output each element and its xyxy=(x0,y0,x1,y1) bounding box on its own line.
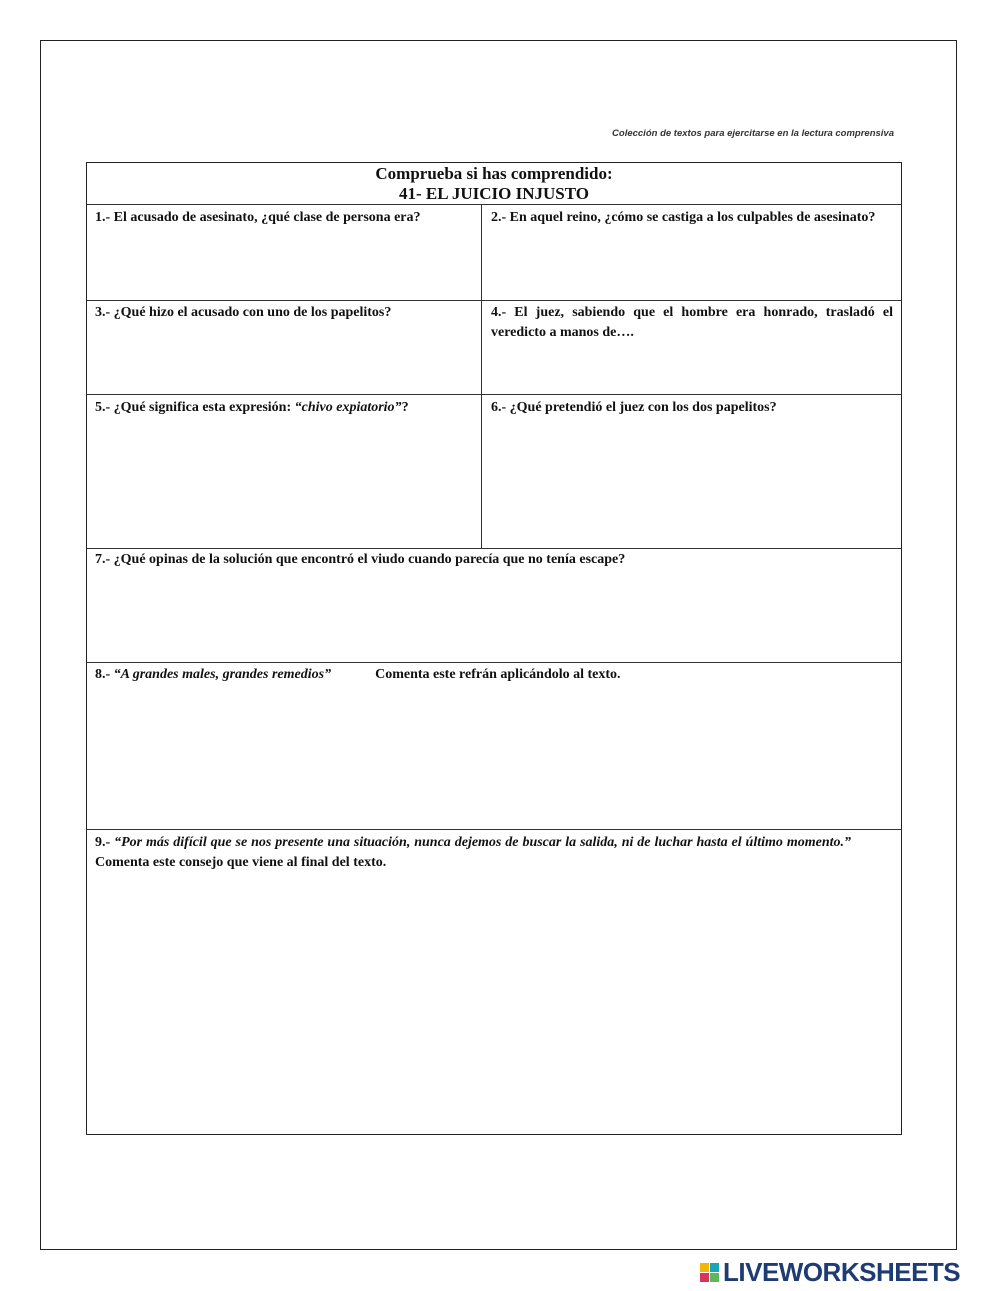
q8-suffix: Comenta este refrán aplicándolo al texto. xyxy=(375,667,621,682)
divider xyxy=(87,829,901,830)
divider xyxy=(87,548,901,549)
question-1: 1.- El acusado de asesinato, ¿qué clase de persona era? xyxy=(95,210,421,225)
q9-prefix: 9.- xyxy=(95,835,115,850)
question-3: 3.- ¿Qué hizo el acusado con uno de los papelitos? xyxy=(95,305,392,320)
q8-italic: “A grandes males, grandes remedios” xyxy=(113,667,332,682)
title-line-2: 41- EL JUICIO INJUSTO xyxy=(398,184,590,203)
q9-italic: “Por más difícil que se nos presente una situación, nunca dejemos de buscar la salida, ni de luchar hasta el último momento.” xyxy=(114,835,851,850)
worksheet-table xyxy=(86,162,902,1135)
question-6: 6.- ¿Qué pretendió el juez con los dos papelitos? xyxy=(491,400,777,415)
question-8 xyxy=(95,665,895,685)
worksheet-title xyxy=(87,163,901,205)
q9-suffix: Comenta este consejo que viene al final del texto. xyxy=(95,855,387,870)
header-note: Colección de textos para ejercitarse en la lectura comprensiva xyxy=(612,128,894,139)
logo-blocks-icon xyxy=(700,1263,719,1282)
q5-prefix: 5.- ¿Qué significa esta expresión: xyxy=(95,400,295,415)
logo-block xyxy=(710,1273,719,1282)
logo-block xyxy=(710,1263,719,1272)
logo-block xyxy=(700,1263,709,1272)
title-line-1: Comprueba si has comprendido: xyxy=(375,164,613,183)
q5-italic: “chivo expiatorio” xyxy=(294,400,402,415)
divider xyxy=(87,300,901,301)
liveworksheets-logo xyxy=(700,1257,992,1287)
q5-suffix: ? xyxy=(401,400,409,415)
question-2: 2.- En aquel reino, ¿cómo se castiga a los culpables de asesinato? xyxy=(491,210,876,225)
q8-prefix: 8.- xyxy=(95,667,114,682)
divider xyxy=(87,662,901,663)
logo-block xyxy=(700,1273,709,1282)
divider xyxy=(87,394,901,395)
question-9 xyxy=(95,833,895,873)
logo-text: LIVEWORKSHEETS xyxy=(723,1256,961,1287)
question-5 xyxy=(95,398,473,418)
question-7: 7.- ¿Qué opinas de la solución que encontró el viudo cuando parecía que no tenía escape? xyxy=(95,552,626,567)
question-4: 4.- El juez, sabiendo que el hombre era honrado, trasladó el veredicto a manos de…. xyxy=(491,305,893,340)
column-divider xyxy=(481,204,482,548)
divider xyxy=(87,204,901,205)
